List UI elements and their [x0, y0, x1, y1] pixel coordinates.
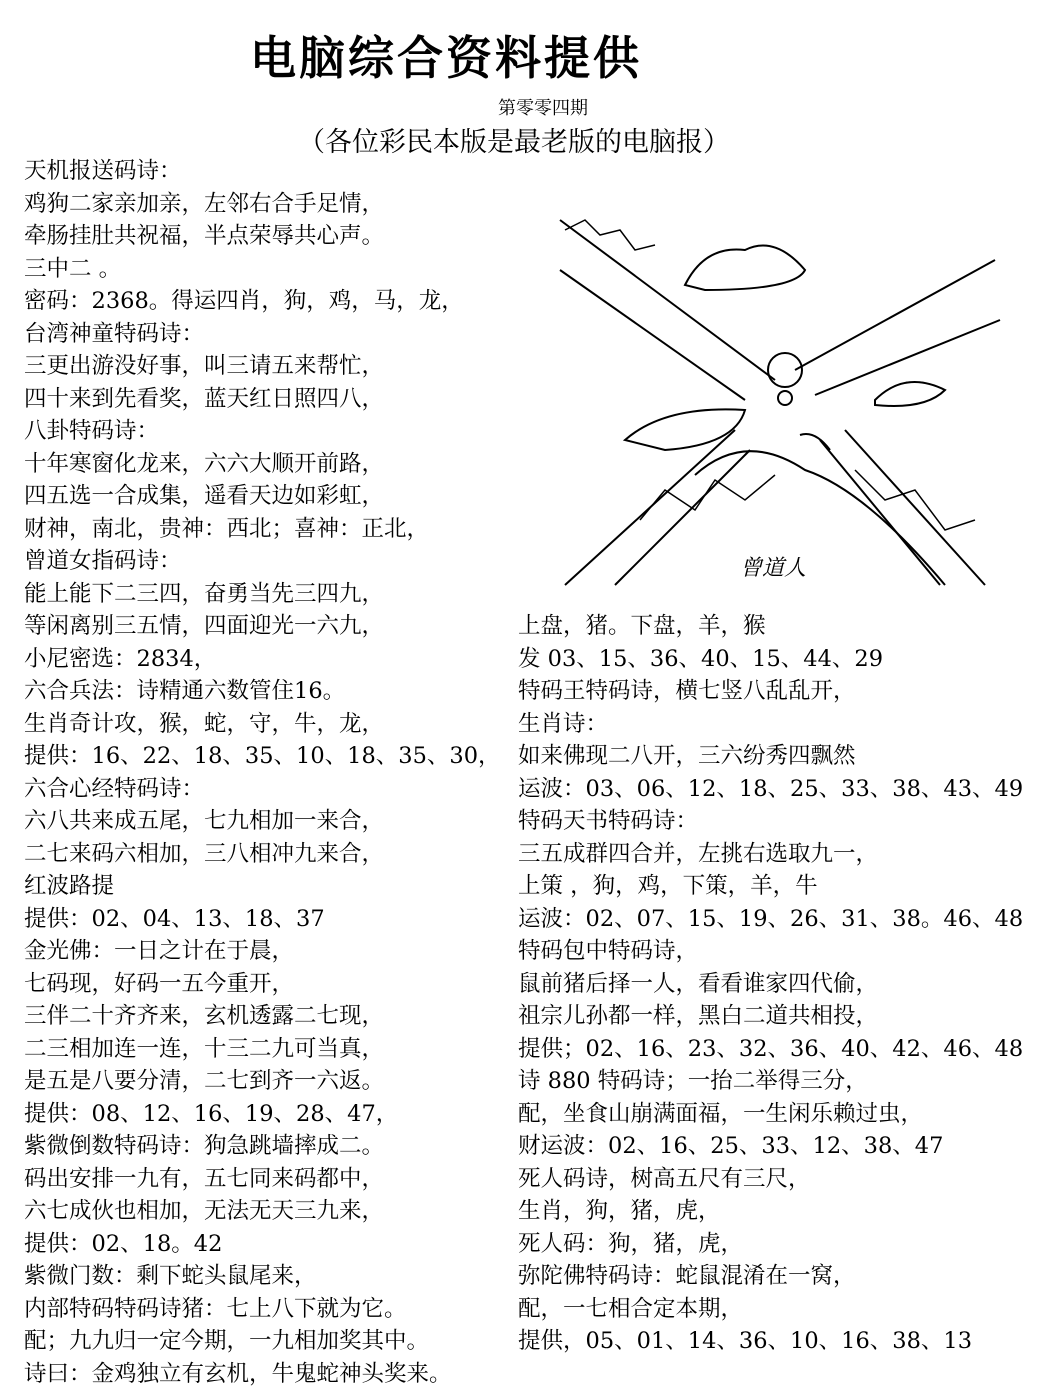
text-line: 七码现，好码一五今重开， [24, 968, 504, 1001]
text-line: 码出安排一九有，五七同来码都中， [24, 1163, 504, 1196]
text-line: 台湾神童特码诗： [24, 318, 504, 351]
signature-text: 曾道人 [740, 556, 806, 581]
text-line: 六八共来成五尾，七九相加一来合， [24, 805, 504, 838]
text-line: 特码天书特码诗： [518, 805, 1038, 838]
text-line: 三五成群四合并，左挑右选取九一， [518, 838, 1038, 871]
text-line: 六合心经特码诗： [24, 773, 504, 806]
text-line: 十年寒窗化龙来，六六大顺开前路， [24, 448, 504, 481]
text-line: 八卦特码诗： [24, 415, 504, 448]
text-line: 运波：03、06、12、18、25、33、38、43、49 [518, 773, 1038, 806]
text-line: 配，坐食山崩满面福，一生闲乐赖过虫， [518, 1098, 1038, 1131]
text-line: 提供，05、01、14、36、10、16、38、13 [518, 1325, 1038, 1358]
text-line: 财神，南北，贵神：西北；喜神：正北， [24, 513, 504, 546]
text-line: 二三相加连一连，十三二九可当真， [24, 1033, 504, 1066]
text-line: 鸡狗二家亲加亲，左邻右合手足情， [24, 188, 504, 221]
text-line: 六合兵法：诗精通六数管住16。 [24, 675, 504, 708]
text-line: 如来佛现二八开，三六纷秀四飘然 [518, 740, 1038, 773]
text-line: 提供：02、04、13、18、37 [24, 903, 504, 936]
text-line: 天机报送码诗： [24, 155, 504, 188]
subtitle: （各位彩民本版是最老版的电脑报） [298, 120, 730, 159]
text-line: 紫微倒数特码诗：狗急跳墙摔成二。 [24, 1130, 504, 1163]
text-line: 上策 ，狗，鸡，下策，羊，牛 [518, 870, 1038, 903]
text-line: 生肖诗： [518, 708, 1038, 741]
text-line: 配；九九归一定今期，一九相加奖其中。 [24, 1325, 504, 1358]
text-line: 等闲离别三五情，四面迎光一六九， [24, 610, 504, 643]
text-line: 密码：2368。得运四肖，狗，鸡，马，龙， [24, 285, 504, 318]
text-line: 发 03、15、36、40、15、44、29 [518, 643, 1038, 676]
text-line: 提供：02、18。42 [24, 1228, 504, 1261]
text-line: 四五选一合成集，遥看天边如彩虹， [24, 480, 504, 513]
text-line: 生肖，狗，猪，虎， [518, 1195, 1038, 1228]
text-line: 鼠前猪后择一人，看看谁家四代偷， [518, 968, 1038, 1001]
issue-number: 第零零四期 [498, 94, 588, 120]
text-line: 能上能下二三四，奋勇当先三四九， [24, 578, 504, 611]
text-line: 死人码诗，树高五尺有三尺， [518, 1163, 1038, 1196]
text-line: 三更出游没好事，叫三请五来帮忙， [24, 350, 504, 383]
text-line: 曾道女指码诗： [24, 545, 504, 578]
left-column [24, 155, 504, 1390]
right-column [518, 610, 1038, 1358]
text-line: 运波：02、07、15、19、26、31、38。46、48 [518, 903, 1038, 936]
text-line: 二七来码六相加，三八相冲九来合， [24, 838, 504, 871]
text-line: 生肖奇计攻，猴，蛇，守，牛，龙， [24, 708, 504, 741]
text-line: 四十来到先看奖，蓝天红日照四八， [24, 383, 504, 416]
text-line: 财运波：02、16、25、33、12、38、47 [518, 1130, 1038, 1163]
text-line: 红波路提 [24, 870, 504, 903]
text-line: 特码王特码诗，横七竖八乱乱开， [518, 675, 1038, 708]
text-line: 死人码：狗，猪，虎， [518, 1228, 1038, 1261]
page-title: 电脑综合资料提供 [250, 22, 642, 88]
text-line: 小尼密选：2834， [24, 643, 504, 676]
text-line: 提供：16、22、18、35、10、18、35、30， [24, 740, 504, 773]
crossroads-illustration [545, 190, 1007, 588]
text-line: 紫微门数：剩下蛇头鼠尾来， [24, 1260, 504, 1293]
text-line: 牵肠挂肚共祝福，半点荣辱共心声。 [24, 220, 504, 253]
text-line: 上盘，猪。下盘，羊，猴 [518, 610, 1038, 643]
text-line: 是五是八要分清，二七到齐一六返。 [24, 1065, 504, 1098]
text-line: 祖宗儿孙都一样，黑白二道共相投， [518, 1000, 1038, 1033]
text-line: 提供；02、16、23、32、36、40、42、46、48 [518, 1033, 1038, 1066]
text-line: 三伴二十齐齐来，玄机透露二七现， [24, 1000, 504, 1033]
text-line: 内部特码特码诗猪：七上八下就为它。 [24, 1293, 504, 1326]
text-line: 金光佛：一日之计在于晨， [24, 935, 504, 968]
text-line: 提供：08、12、16、19、28、47， [24, 1098, 504, 1131]
text-line: 三中二 。 [24, 253, 504, 286]
signature [740, 556, 806, 581]
text-line: 六七成伙也相加，无法无天三九来， [24, 1195, 504, 1228]
text-line: 诗曰：金鸡独立有玄机，牛鬼蛇神头奖来。 [24, 1358, 504, 1390]
text-line: 诗 880 特码诗；一抬二举得三分， [518, 1065, 1038, 1098]
text-line: 特码包中特码诗， [518, 935, 1038, 968]
text-line: 配，一七相合定本期， [518, 1293, 1038, 1326]
text-line: 弥陀佛特码诗：蛇鼠混淆在一窝， [518, 1260, 1038, 1293]
